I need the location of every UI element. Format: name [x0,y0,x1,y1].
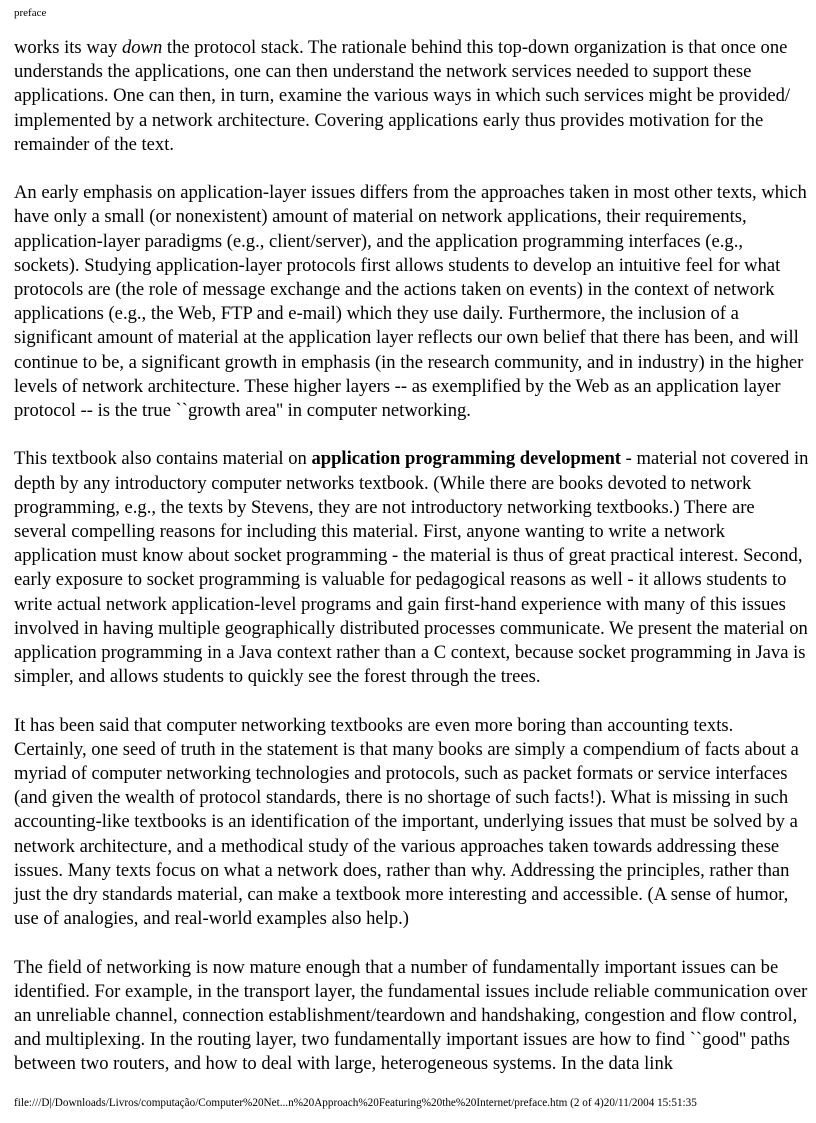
paragraph-5 [14,956,810,1077]
paragraph-2 [14,181,810,423]
page-header-title: preface [14,7,47,19]
text-segment: The field of networking is now mature enough that a number of fundamentally important issues can be identified. For example, in the transport layer, the fundamental issues include reliable communication over an unreliable channel, connection establishment/teardown and handshaking, congestion and flow control, and multiplexing. In the routing layer, two fundamentally important issues are how to find ``good'' paths between two routers, and how to deal with large, heterogeneous systems. In the data link [14,956,808,1075]
text-segment: - material not covered in depth by any introductory computer networks textbook. (While there are books devoted to network programming, e.g., the texts by Stevens, they are not introductory networking textbooks.) There are several compelling reasons for including this material. First, anyone wanting to write a network application must know about socket programming - the material is thus of great practical interest. Second, early exposure to socket programming is valuable for pedagogical reasons as well - it allows students to write actual network application-level programs and gain first-hand experience with many of this issues involved in having multiple geographically distributed processes communicate. We present the material on application programming in a Java context rather than a C context, because socket programming in Java is simpler, and allows students to quickly see the forest through the trees. [14,448,809,688]
text-segment: An early emphasis on application-layer issues differs from the approaches taken in most other texts, which have only a small (or nonexistent) amount of material on network applications, their requirements, application-layer paradigms (e.g., client/server), and the application programming interfaces (e.g., sockets). Studying application-layer protocols first allows students to develop an intuitive feel for what protocols are (the role of message exchange and the actions taken on events) in the context of network applications (e.g., the Web, FTP and e-mail) which they use daily. Furthermore, the inclusion of a significant amount of material at the application layer reflects our own belief that there has been, and will continue to be, a significant growth in emphasis (in the research community, and in industry) in the higher levels of network architecture. These higher layers -- as exemplified by the Web as an application layer protocol -- is the true ``growth area'' in computer networking. [14,182,807,422]
text-segment: This textbook also contains material on [14,448,312,470]
document-body [14,36,810,1077]
text-segment: It has been said that computer networking textbooks are even more boring than accounting texts. Certainly, one seed of truth in the statement is that many books are simply a compendium of facts about a myriad of computer networking technologies and protocols, such as packet formats or service interfaces (and given the wealth of protocol standards, there is no shortage of such facts!). What is missing in such accounting-like textbooks is an identification of the important, underlying issues that must be solved by a network architecture, and a methodical study of the various approaches taken towards addressing these issues. Many texts focus on what a network does, rather than why. Addressing the principles, rather than just the dry standards material, can make a textbook more interesting and accessible. (A sense of humor, use of analogies, and real-world examples also help.) [14,714,799,930]
text-segment: works its way [14,37,122,58]
bold-application-programming: application programming development [311,448,621,470]
paragraph-4 [14,714,810,932]
text-segment: the protocol stack. The rationale behind this top-down organization is that once one understands the applications, one can then understand the network services needed to support these applications. One can then, in turn, examine the various ways in which such services might be provided/ implemented by a network architecture. Covering applications early thus provides motivation for the remainder of the text. [14,37,791,155]
emphasis-down: down [121,37,163,58]
paragraph-1 [14,36,810,157]
page-footer-url: file:///D|/Downloads/Livros/computação/Computer%20Net...n%20Approach%20Featuring%20the%20Internet/preface.htm (2 of 4)20/11/2004 15:51:35 [14,1097,697,1109]
paragraph-3 [14,447,810,689]
